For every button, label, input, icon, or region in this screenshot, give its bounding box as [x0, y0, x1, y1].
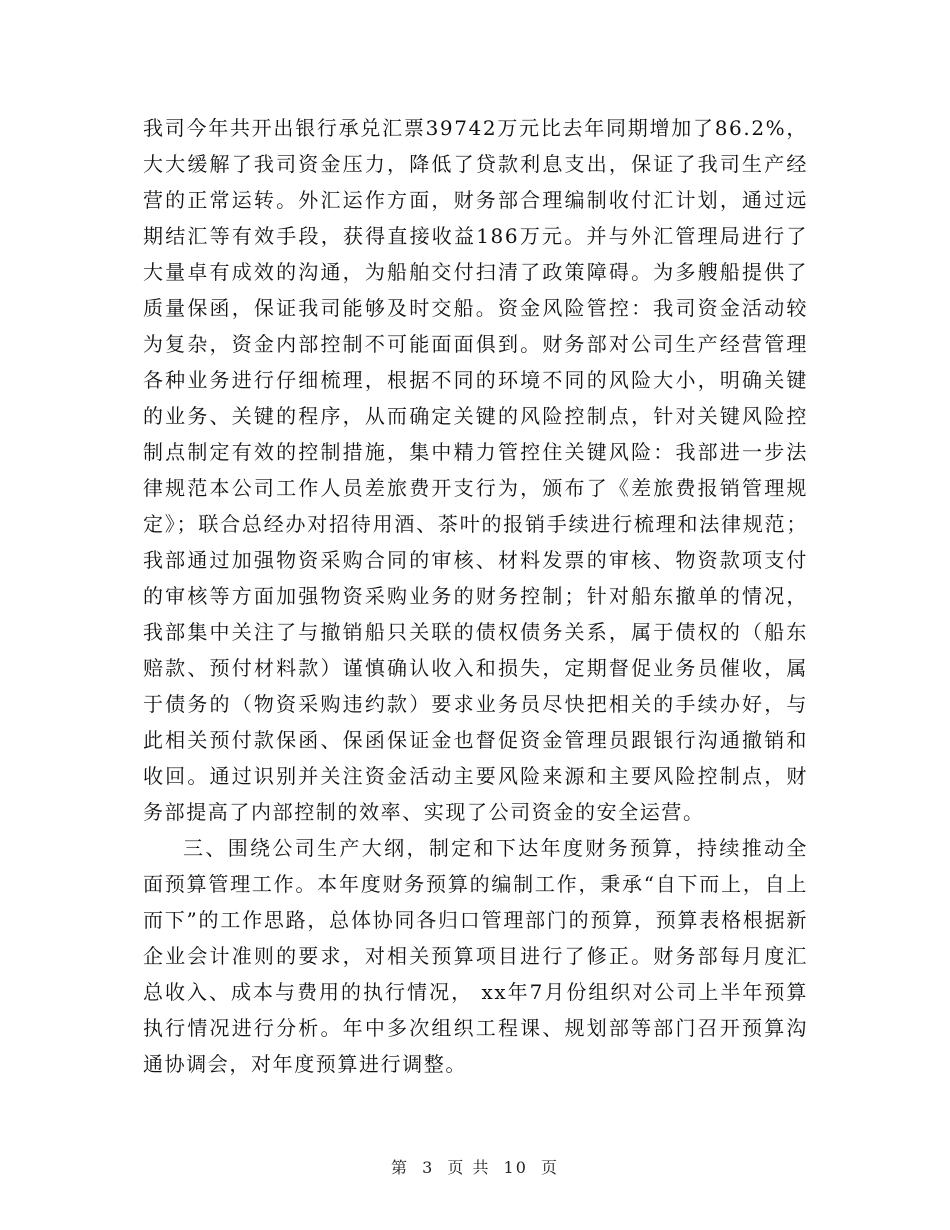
body-paragraph-2: 三、围绕公司生产大纲，制定和下达年度财务预算，持续推动全面预算管理工作。本年度财务预算的编制工作，秉承“自下而上，自上而下”的工作思路，总体协同各归口管理部门的预算，预算表格根据新企业会计准则的要求，对相关预算项目进行了修正。财务部每月度汇总收入、成本与费用的执行情况， xx年7月份组织对公司上半年预算执行情况进行分析。年中多次组织工程课、规划部等部门召开预算沟通协调会，对年度预算进行调整。 [143, 836, 808, 1076]
body-paragraph-1: 我司今年共开出银行承兑汇票39742万元比去年同期增加了86.2%，大大缓解了我司资金压力，降低了贷款利息支出，保证了我司生产经营的正常运转。外汇运作方面，财务部合理编制收付汇计划，通过远期结汇等有效手段，获得直接收益186万元。并与外汇管理局进行了大量卓有成效的沟通，为船舶交付扫清了政策障碍。为多艘船提供了质量保函，保证我司能够及时交船。资金风险管控：我司资金活动较为复杂，资金内部控制不可能面面俱到。财务部对公司生产经营管理各种业务进行仔细梳理，根据不同的环境不同的风险大小，明确关键的业务、关键的程序，从而确定关键的风险控制点，针对关键风险控制点制定有效的控制措施，集中精力管控住关键风险：我部进一步法律规范本公司工作人员差旅费开支行为，颁布了《差旅费报销管理规定》；联合总经办对招待用酒、茶叶的报销手续进行梳理和法律规范；我部通过加强物资采购合同的审核、材料发票的审核、物资款项支付的审核等方面加强物资采购业务的财务控制；针对船东撤单的情况，我部集中关注了与撤销船只关联的债权债务关系，属于债权的（船东赔款、预付材料款）谨慎确认收入和损失，定期督促业务员催收，属于债务的（物资采购违约款）要求业务员尽快把相关的手续办好，与此相关预付款保函、保函保证金也督促资金管理员跟银行沟通撤销和收回。通过识别并关注资金活动主要风险来源和主要风险控制点，财务部提高了内部控制的效率、实现了公司资金的安全运营。 [143, 116, 808, 824]
footer-middle: 页 共 [447, 1158, 491, 1177]
footer-prefix: 第 [390, 1158, 409, 1177]
current-page-number: 3 [422, 1158, 435, 1177]
footer-suffix: 页 [541, 1158, 560, 1177]
page-number-footer [0, 1155, 950, 1178]
document-body [143, 110, 808, 1082]
total-page-count: 10 [503, 1158, 528, 1177]
